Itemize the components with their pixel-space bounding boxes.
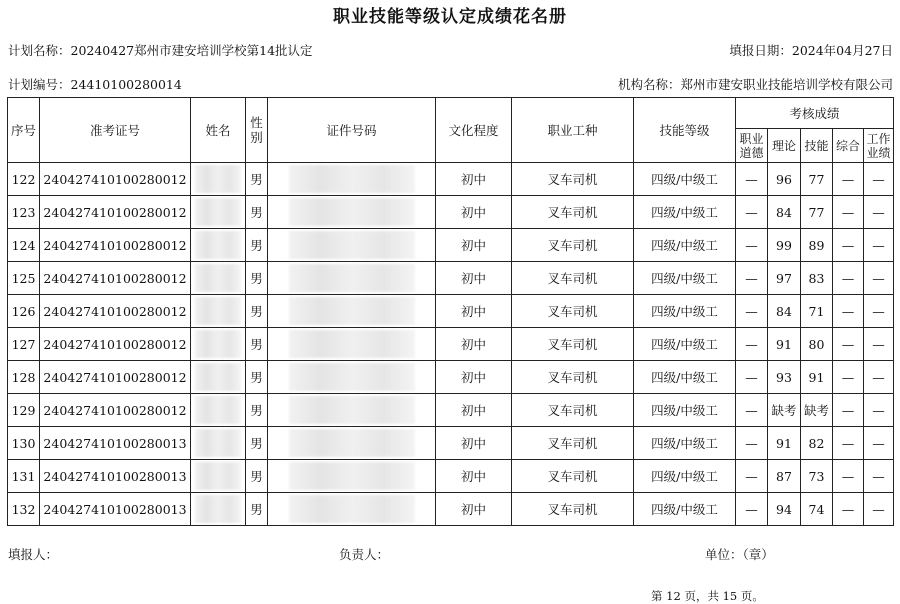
cell-ethics: — xyxy=(736,427,768,460)
id-number-cell-redacted xyxy=(268,196,436,229)
cell-gender: 男 xyxy=(246,361,268,394)
cell-ticket: 240427410100280013 xyxy=(40,460,191,493)
cell-ethics: — xyxy=(736,361,768,394)
col-id-number: 证件号码 xyxy=(268,98,436,163)
cell-ethics: — xyxy=(736,196,768,229)
cell-work: — xyxy=(864,460,894,493)
cell-level: 四级/中级工 xyxy=(634,328,736,361)
cell-theory: 84 xyxy=(768,295,801,328)
table-row xyxy=(8,460,894,493)
table-row xyxy=(8,196,894,229)
name-cell-redacted xyxy=(191,361,246,394)
report-date: 填报日期：2024年04月27日 xyxy=(729,43,893,58)
cell-gender: 男 xyxy=(246,295,268,328)
score-roster-table xyxy=(7,97,894,526)
redacted-id-number xyxy=(289,462,415,490)
cell-work: — xyxy=(864,196,894,229)
cell-skill: 73 xyxy=(801,460,833,493)
cell-education: 初中 xyxy=(436,361,512,394)
cell-education: 初中 xyxy=(436,328,512,361)
cell-ticket: 240427410100280012 xyxy=(40,328,191,361)
cell-education: 初中 xyxy=(436,196,512,229)
table-row xyxy=(8,295,894,328)
cell-ticket: 240427410100280012 xyxy=(40,196,191,229)
cell-education: 初中 xyxy=(436,229,512,262)
id-number-cell-redacted xyxy=(268,295,436,328)
cell-ethics: — xyxy=(736,328,768,361)
cell-overall: — xyxy=(833,460,864,493)
cell-gender: 男 xyxy=(246,262,268,295)
cell-theory: 94 xyxy=(768,493,801,526)
name-cell-redacted xyxy=(191,427,246,460)
cell-skill: 80 xyxy=(801,328,833,361)
cell-theory: 96 xyxy=(768,163,801,196)
header-row xyxy=(8,98,894,129)
redacted-name xyxy=(195,495,241,523)
col-seq: 序号 xyxy=(8,98,40,163)
col-level: 技能等级 xyxy=(634,98,736,163)
cell-level: 四级/中级工 xyxy=(634,394,736,427)
table-body xyxy=(8,163,894,526)
cell-ticket: 240427410100280013 xyxy=(40,427,191,460)
cell-level: 四级/中级工 xyxy=(634,427,736,460)
cell-education: 初中 xyxy=(436,163,512,196)
col-theory: 理论 xyxy=(768,129,801,163)
table-row xyxy=(8,163,894,196)
cell-occupation: 叉车司机 xyxy=(512,493,634,526)
col-scores-group: 考核成绩 xyxy=(736,98,894,129)
cell-ticket: 240427410100280013 xyxy=(40,493,191,526)
footer-filler: 填报人： xyxy=(8,547,59,562)
cell-level: 四级/中级工 xyxy=(634,295,736,328)
cell-ticket: 240427410100280012 xyxy=(40,163,191,196)
cell-overall: — xyxy=(833,493,864,526)
col-work: 工作业绩 xyxy=(864,129,894,163)
cell-seq: 129 xyxy=(8,394,40,427)
redacted-name xyxy=(195,429,241,457)
redacted-id-number xyxy=(289,231,415,259)
cell-work: — xyxy=(864,262,894,295)
cell-theory: 93 xyxy=(768,361,801,394)
cell-education: 初中 xyxy=(436,295,512,328)
id-number-cell-redacted xyxy=(268,427,436,460)
col-gender: 性别 xyxy=(246,98,268,163)
redacted-id-number xyxy=(289,264,415,292)
footer-unit: 单位：（章） xyxy=(705,547,774,562)
cell-skill: 缺考 xyxy=(801,394,833,427)
cell-ethics: — xyxy=(736,163,768,196)
cell-education: 初中 xyxy=(436,394,512,427)
name-cell-redacted xyxy=(191,460,246,493)
table-row xyxy=(8,394,894,427)
cell-overall: — xyxy=(833,229,864,262)
cell-level: 四级/中级工 xyxy=(634,196,736,229)
redacted-name xyxy=(195,165,241,193)
cell-level: 四级/中级工 xyxy=(634,361,736,394)
cell-ethics: — xyxy=(736,460,768,493)
cell-level: 四级/中级工 xyxy=(634,262,736,295)
redacted-id-number xyxy=(289,429,415,457)
cell-level: 四级/中级工 xyxy=(634,493,736,526)
cell-education: 初中 xyxy=(436,493,512,526)
cell-work: — xyxy=(864,394,894,427)
cell-ticket: 240427410100280012 xyxy=(40,229,191,262)
cell-theory: 缺考 xyxy=(768,394,801,427)
id-number-cell-redacted xyxy=(268,493,436,526)
cell-ethics: — xyxy=(736,493,768,526)
name-cell-redacted xyxy=(191,295,246,328)
id-number-cell-redacted xyxy=(268,460,436,493)
redacted-name xyxy=(195,231,241,259)
col-education: 文化程度 xyxy=(436,98,512,163)
cell-education: 初中 xyxy=(436,262,512,295)
name-cell-redacted xyxy=(191,163,246,196)
redacted-id-number xyxy=(289,297,415,325)
cell-occupation: 叉车司机 xyxy=(512,163,634,196)
id-number-cell-redacted xyxy=(268,262,436,295)
col-ethics: 职业道德 xyxy=(736,129,768,163)
redacted-name xyxy=(195,363,241,391)
redacted-name xyxy=(195,462,241,490)
col-ticket: 准考证号 xyxy=(40,98,191,163)
cell-occupation: 叉车司机 xyxy=(512,295,634,328)
col-overall: 综合 xyxy=(833,129,864,163)
cell-gender: 男 xyxy=(246,196,268,229)
name-cell-redacted xyxy=(191,328,246,361)
footer-responsible: 负责人： xyxy=(339,547,390,562)
col-skill: 技能 xyxy=(801,129,833,163)
redacted-id-number xyxy=(289,495,415,523)
cell-gender: 男 xyxy=(246,328,268,361)
cell-occupation: 叉车司机 xyxy=(512,196,634,229)
cell-seq: 126 xyxy=(8,295,40,328)
cell-seq: 132 xyxy=(8,493,40,526)
cell-ticket: 240427410100280012 xyxy=(40,262,191,295)
cell-skill: 77 xyxy=(801,163,833,196)
redacted-id-number xyxy=(289,396,415,424)
redacted-name xyxy=(195,264,241,292)
cell-occupation: 叉车司机 xyxy=(512,262,634,295)
cell-occupation: 叉车司机 xyxy=(512,361,634,394)
cell-work: — xyxy=(864,295,894,328)
cell-skill: 91 xyxy=(801,361,833,394)
table-row xyxy=(8,427,894,460)
cell-occupation: 叉车司机 xyxy=(512,394,634,427)
cell-gender: 男 xyxy=(246,493,268,526)
id-number-cell-redacted xyxy=(268,328,436,361)
cell-overall: — xyxy=(833,394,864,427)
cell-level: 四级/中级工 xyxy=(634,229,736,262)
cell-theory: 84 xyxy=(768,196,801,229)
cell-seq: 130 xyxy=(8,427,40,460)
name-cell-redacted xyxy=(191,229,246,262)
id-number-cell-redacted xyxy=(268,229,436,262)
cell-seq: 122 xyxy=(8,163,40,196)
cell-seq: 123 xyxy=(8,196,40,229)
cell-education: 初中 xyxy=(436,460,512,493)
cell-seq: 131 xyxy=(8,460,40,493)
cell-ethics: — xyxy=(736,229,768,262)
plan-number: 计划编号：24410100280014 xyxy=(8,77,182,92)
cell-work: — xyxy=(864,361,894,394)
cell-ethics: — xyxy=(736,394,768,427)
table-row xyxy=(8,328,894,361)
redacted-name xyxy=(195,297,241,325)
cell-skill: 83 xyxy=(801,262,833,295)
cell-ticket: 240427410100280012 xyxy=(40,295,191,328)
table-row xyxy=(8,361,894,394)
redacted-id-number xyxy=(289,165,415,193)
redacted-name xyxy=(195,330,241,358)
cell-education: 初中 xyxy=(436,427,512,460)
cell-gender: 男 xyxy=(246,460,268,493)
cell-seq: 128 xyxy=(8,361,40,394)
id-number-cell-redacted xyxy=(268,361,436,394)
cell-occupation: 叉车司机 xyxy=(512,460,634,493)
cell-seq: 127 xyxy=(8,328,40,361)
cell-work: — xyxy=(864,493,894,526)
cell-ticket: 240427410100280012 xyxy=(40,394,191,427)
cell-overall: — xyxy=(833,328,864,361)
cell-occupation: 叉车司机 xyxy=(512,328,634,361)
col-occupation: 职业工种 xyxy=(512,98,634,163)
cell-work: — xyxy=(864,328,894,361)
redacted-name xyxy=(195,198,241,226)
cell-level: 四级/中级工 xyxy=(634,460,736,493)
cell-level: 四级/中级工 xyxy=(634,163,736,196)
cell-overall: — xyxy=(833,196,864,229)
redacted-id-number xyxy=(289,198,415,226)
cell-theory: 91 xyxy=(768,427,801,460)
cell-occupation: 叉车司机 xyxy=(512,229,634,262)
col-name: 姓名 xyxy=(191,98,246,163)
name-cell-redacted xyxy=(191,262,246,295)
cell-overall: — xyxy=(833,361,864,394)
redacted-id-number xyxy=(289,330,415,358)
cell-overall: — xyxy=(833,295,864,328)
institution-name: 机构名称：郑州市建安职业技能培训学校有限公司 xyxy=(617,77,893,92)
cell-gender: 男 xyxy=(246,427,268,460)
cell-gender: 男 xyxy=(246,394,268,427)
cell-theory: 91 xyxy=(768,328,801,361)
cell-overall: — xyxy=(833,262,864,295)
table-row xyxy=(8,229,894,262)
id-number-cell-redacted xyxy=(268,163,436,196)
table-row xyxy=(8,262,894,295)
table-row xyxy=(8,493,894,526)
cell-work: — xyxy=(864,427,894,460)
cell-theory: 87 xyxy=(768,460,801,493)
cell-overall: — xyxy=(833,427,864,460)
cell-skill: 82 xyxy=(801,427,833,460)
cell-occupation: 叉车司机 xyxy=(512,427,634,460)
cell-theory: 99 xyxy=(768,229,801,262)
name-cell-redacted xyxy=(191,394,246,427)
cell-work: — xyxy=(864,163,894,196)
page-info: 第 12 页，共 15 页。 xyxy=(651,589,764,603)
name-cell-redacted xyxy=(191,493,246,526)
cell-work: — xyxy=(864,229,894,262)
cell-skill: 74 xyxy=(801,493,833,526)
cell-gender: 男 xyxy=(246,229,268,262)
cell-seq: 125 xyxy=(8,262,40,295)
cell-ticket: 240427410100280012 xyxy=(40,361,191,394)
cell-theory: 97 xyxy=(768,262,801,295)
cell-gender: 男 xyxy=(246,163,268,196)
redacted-id-number xyxy=(289,363,415,391)
plan-name: 计划名称：20240427郑州市建安培训学校第14批认定 xyxy=(8,43,313,58)
cell-ethics: — xyxy=(736,295,768,328)
name-cell-redacted xyxy=(191,196,246,229)
id-number-cell-redacted xyxy=(268,394,436,427)
cell-skill: 71 xyxy=(801,295,833,328)
cell-skill: 77 xyxy=(801,196,833,229)
cell-overall: — xyxy=(833,163,864,196)
redacted-name xyxy=(195,396,241,424)
page-title: 职业技能等级认定成绩花名册 xyxy=(333,7,567,27)
cell-seq: 124 xyxy=(8,229,40,262)
cell-skill: 89 xyxy=(801,229,833,262)
cell-ethics: — xyxy=(736,262,768,295)
